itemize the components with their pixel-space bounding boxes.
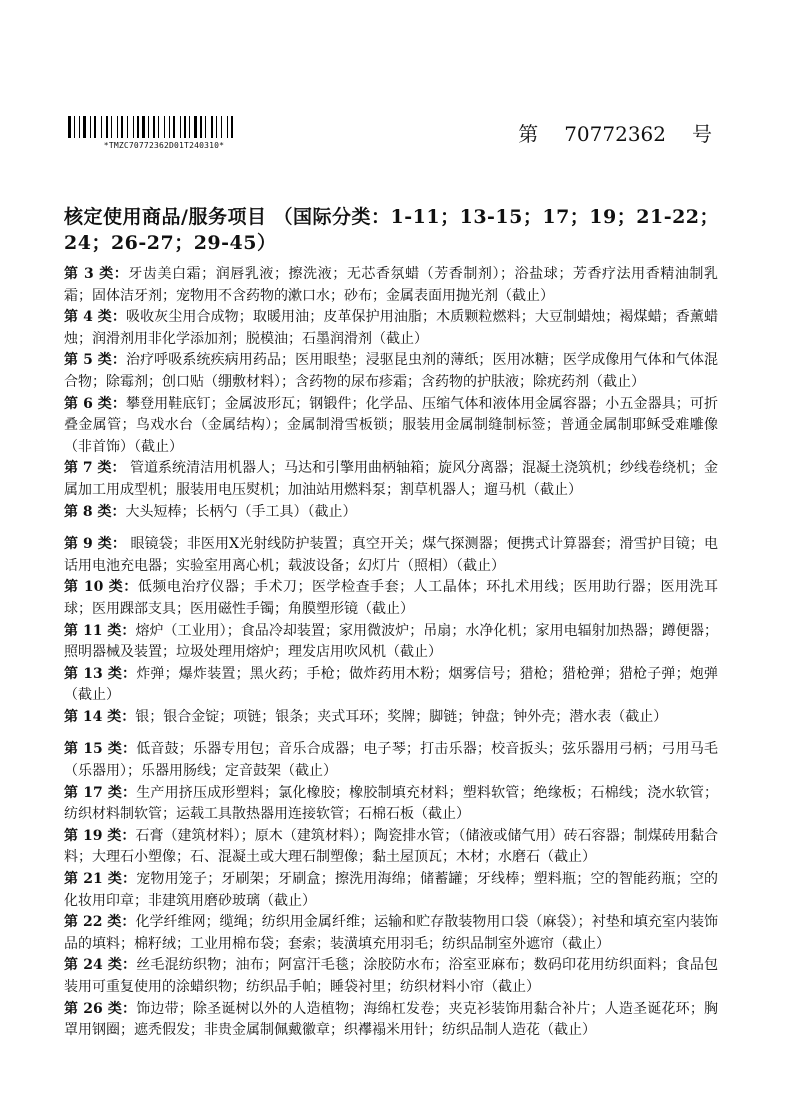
class-goods-text: 治疗呼吸系统疾病用药品；医用眼垫；浸驱昆虫剂的薄纸；医用冰糖；医学成像用气体和气体混合物；除霉剂；创口贴（绷敷材料）；含药物的尿布疹霜；含药物的护肤液；除疣药剂（截止） (64, 352, 718, 390)
class-entry (64, 264, 718, 307)
class-entry (64, 869, 718, 912)
class-goods-text: 化学纤维网；缆绳；纺织用金属纤维；运输和贮存散装物用口袋（麻袋）；衬垫和填充室内装饰品的填料；棉籽绒；工业用棉布袋；套索；装潢填充用羽毛；纺织品制室外遮帘（截止） (64, 914, 719, 952)
class-entry (64, 458, 718, 501)
class-label: 第 19 类： (64, 827, 136, 844)
class-label: 第 4 类： (64, 309, 126, 326)
class-entry (64, 394, 718, 459)
class-goods-text: 低频电治疗仪器；手术刀；医学检查手套；人工晶体；环扎术用线；医用助行器；医用洗耳球；医用踝部支具；医用磁性手镯；角膜塑形镜（截止） (64, 579, 719, 617)
class-entry (64, 577, 718, 620)
class-goods-text: 攀登用鞋底钉；金属波形瓦；钢锻件；化学品、压缩气体和液体用金属容器；小五金器具；可折叠金属管；鸟戏水台（金属结构）；金属制滑雪板锁；服装用金属制缝制标签；普通金属制耶稣受难雕像（非首饰）（截止） (64, 395, 718, 455)
reg-suffix: 号 (692, 122, 712, 146)
class-list (64, 264, 718, 1042)
class-goods-text: 宠物用笼子；牙刷架；牙刷盒；擦洗用海绵；储蓄罐；牙线棒；塑料瓶；空的智能药瓶；空的化妆用印章；非建筑用磨砂玻璃（截止） (64, 871, 719, 909)
class-entry (64, 955, 718, 998)
class-label: 第 5 类： (64, 352, 126, 369)
class-entry (64, 826, 718, 869)
class-label: 第 17 类： (64, 784, 137, 801)
class-label: 第 9 类： (64, 536, 126, 553)
registration-number (518, 118, 712, 147)
class-label: 第 10 类： (64, 579, 138, 596)
class-goods-text: 牙齿美白霜；润唇乳液；擦洗液；无芯香氛蜡（芳香制剂）；浴盐球；芳香疗法用香精油制乳霜；固体洁牙剂；宠物用不含药物的漱口水；砂布；金属表面用抛光剂（截止） (64, 266, 718, 304)
class-entry (64, 707, 718, 729)
class-goods-text: 熔炉（工业用）；食品冷却装置；家用微波炉；吊扇；水净化机；家用电辐射加热器；蹲便器；照明器械及装置；垃圾处理用熔炉；理发店用吹风机（截止） (64, 622, 719, 661)
class-entry (64, 664, 718, 707)
barcode-image (68, 116, 260, 138)
reg-number: 70772362 (564, 122, 666, 146)
class-goods-text: 眼镜袋；非医用X光射线防护装置；真空开关；煤气探测器；便携式计算器套；滑雪护目镜；电话用电池充电器；实验室用离心机；载波设备；幻灯片（照相）（截止） (64, 536, 718, 574)
class-goods-text: 低音鼓；乐器专用包；音乐合成器；电子琴；打击乐器；校音扳头；弦乐器用弓柄；弓用马毛（乐器用）；乐器用肠线；定音鼓架（截止） (64, 741, 719, 780)
reg-prefix: 第 (518, 122, 539, 146)
class-label: 第 13 类： (64, 665, 137, 682)
class-label: 第 21 类： (64, 871, 137, 888)
section-heading: 核定使用商品/服务项目 （国际分类：1-11；13-15；17；19；21-22；24；26-27；29-45） (64, 206, 720, 254)
class-entry (64, 783, 718, 826)
class-entry (64, 307, 718, 350)
class-label: 第 8 类： (64, 503, 126, 520)
class-label: 第 14 类： (64, 708, 136, 725)
class-entry (64, 350, 718, 393)
class-entry (64, 999, 718, 1042)
class-label: 第 22 类： (64, 914, 136, 931)
class-goods-text: 大头短棒；长柄勺（手工具）（截止） (125, 503, 357, 520)
class-label: 第 15 类： (64, 741, 137, 758)
class-entry (64, 502, 718, 524)
class-label: 第 7 类： (64, 460, 126, 477)
barcode-text: *TMZC70772362D01T240310* (103, 141, 225, 150)
class-goods-text: 管道系统清洁用机器人；马达和引擎用曲柄轴箱；旋风分离器；混凝土浇筑机；纱线卷绕机；金属加工用成型机；服装用电压熨机；加油站用燃料泵；割草机器人；遛马机（截止） (64, 460, 718, 498)
class-goods-text: 饰边带；除圣诞树以外的人造植物；海绵杠发卷；夹克衫装饰用黏合补片；人造圣诞花环；胸罩用钢圈；遮秃假发；非贵金属制佩戴徽章；织襻褟米用针；纺织品制人造花（截止） (64, 1000, 719, 1039)
class-goods-text: 生产用挤压成形塑料；氯化橡胶；橡胶制填充材料；塑料软管；绝缘板；石棉线；浇水软管；纺织材料制软管；运载工具散热器用连接软管；石棉石板（截止） (64, 784, 719, 823)
class-entry (64, 534, 718, 577)
class-goods-text: 吸收灰尘用合成物；取暖用油；皮革保护用油脂；木质颗粒燃料；大豆制蜡烛；褐煤蜡；香薰蜡烛；润滑剂用非化学添加剂；脱模油；石墨润滑剂（截止） (64, 309, 718, 347)
class-goods-text: 炸弹；爆炸装置；黑火药；手枪；做炸药用木粉；烟雾信号；猎枪；猎枪弹；猎枪子弹；炮弹（截止） (64, 665, 719, 704)
barcode-block (68, 116, 260, 150)
class-entry (64, 621, 718, 664)
class-label: 第 11 类： (64, 622, 136, 639)
class-goods-text: 丝毛混纺织物；油布；阿富汗毛毯；涂胶防水布；浴室亚麻布；数码印花用纺织面料；食品包装用可重复使用的涂蜡织物；纺织品手帕；睡袋衬里；纺织材料小帘（截止） (64, 957, 719, 995)
class-entry (64, 912, 718, 955)
class-label: 第 26 类： (64, 1000, 137, 1017)
class-label: 第 24 类： (64, 957, 137, 974)
class-goods-text: 银；银合金锭；项链；银条；夹式耳环；奖牌；脚链；钟盘；钟外壳；潜水表（截止） (135, 708, 668, 725)
class-label: 第 6 类： (64, 395, 126, 412)
class-entry (64, 739, 718, 782)
class-label: 第 3 类： (64, 266, 129, 282)
class-goods-text: 石膏（建筑材料）；原木（建筑材料）；陶瓷排水管；（储液或储气用）砖石容器；制煤砖用黏合料；大理石小塑像；石、混凝土或大理石制塑像；黏土屋顶瓦；木材；水磨石（截止） (64, 827, 718, 866)
